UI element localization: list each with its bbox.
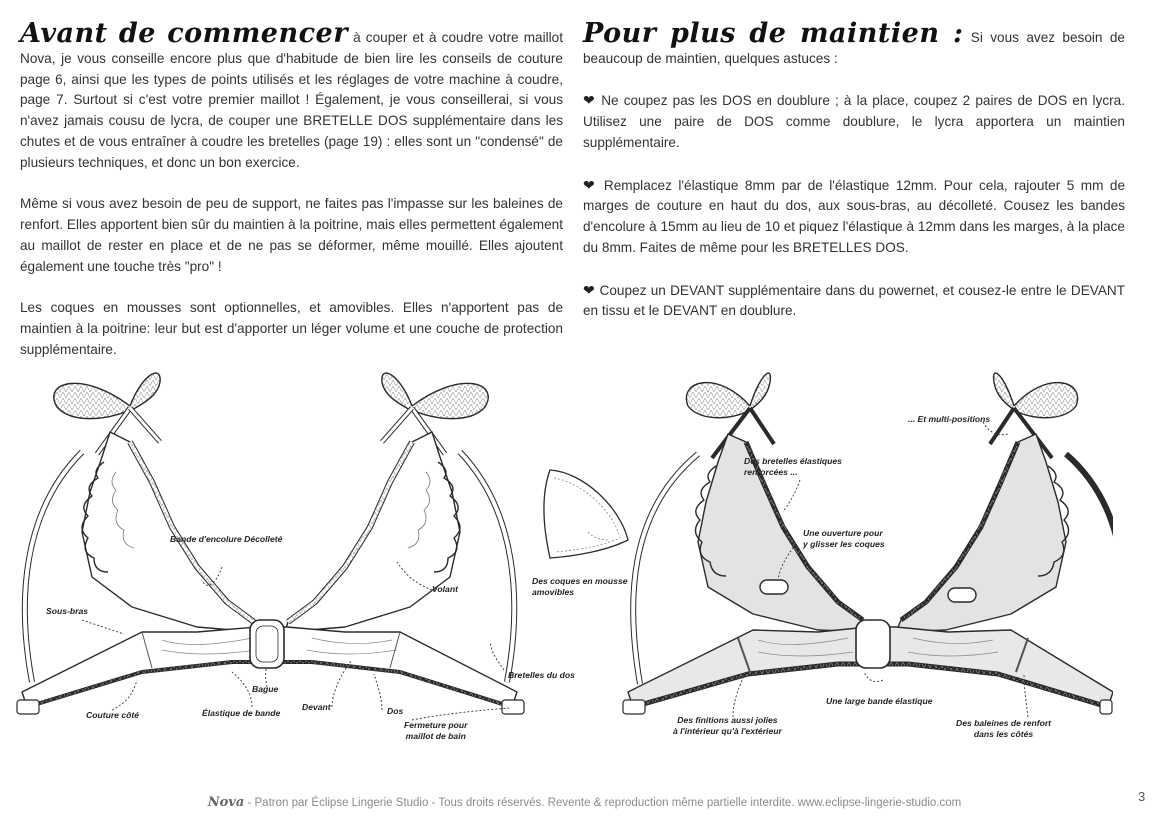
tip-3: [583, 280, 1125, 323]
left-paragraph-2: Même si vous avez besoin de peu de support, ne faites pas l'impasse sur les baleines de renfort. Elles apportent bien sûr du maintien à la poitrine, mais elles permettent également au maillot de rester en place et de ne pas se déformer, même mouillé. Elles ajoutent également une touche très "pro" !: [20, 196, 563, 274]
label-bretelles-renforcees: Des bretelles élastiques renforcées ...: [744, 456, 842, 477]
label-large-bande-elastique: Une large bande élastique: [826, 696, 933, 706]
right-intro-text: Si vous avez besoin de beaucoup de maintien, quelques astuces :: [583, 30, 1125, 66]
label-fermeture: Fermeture pour maillot de bain: [404, 720, 468, 741]
heading-avant-de-commencer: Avant de commencer: [20, 18, 348, 49]
label-devant: Devant: [302, 702, 331, 712]
heart-icon: ❤: [583, 281, 596, 298]
label-bande-encolure: Bande d'encolure Décolleté: [170, 534, 283, 544]
left-paragraph-1: [20, 18, 563, 174]
right-column: [583, 18, 1126, 343]
label-volant: Volant: [432, 584, 458, 594]
label-multi-positions: ... Et multi-positions: [908, 414, 991, 424]
label-baleines-renfort: Des baleines de renfort dans les côtés: [956, 718, 1052, 739]
figure-swimsuit-inside: [528, 362, 1113, 752]
page-number: 3: [1138, 789, 1146, 804]
left-paragraph-3: Les coques en mousses sont optionnelles, et amovibles. Elles n'apportent pas de maintien à la poitrine: leur but est d'apporter un léger volume et une couche de protection supplémentaire.: [20, 300, 563, 357]
label-bretelles-du-dos: Bretelles du dos: [508, 670, 575, 680]
swimsuit-inside-drawing: [528, 362, 1113, 747]
heart-icon: ❤: [583, 92, 597, 109]
footer-brand: Nova: [207, 795, 245, 810]
label-ouverture-coques: Une ouverture pour y glisser les coques: [803, 528, 885, 549]
tip-2: [583, 175, 1125, 259]
tip-1: [583, 90, 1125, 153]
left-column: [20, 18, 563, 382]
tip-1-text: Ne coupez pas les DOS en doublure ; à la place, coupez 2 paires de DOS en lycra. Utilisez une paire de DOS comme doublure, le lycra apportera un maintien supplémentaire.: [583, 93, 1126, 150]
tip-3-text: Coupez un DEVANT supplémentaire dans du powernet, et cousez-le entre le DEVANT en tissu et le DEVANT en doublure.: [583, 282, 1126, 319]
label-bague: Bague: [252, 684, 279, 694]
figure-swimsuit-front: [12, 362, 592, 752]
tip-2-text: Remplacez l'élastique 8mm par de l'élastique 12mm. Pour cela, rajouter 5 mm de marges de couture en haut du dos, aux sous-bras, au décolleté. Cousez les bandes d'encolure à 15mm au lieu de 10 et piquez l'élastique à 12mm dans les marges, à la place du 8mm. Faites de même pour les BRETELLES DOS.: [583, 177, 1126, 255]
footer-text: - Patron par Éclipse Lingerie Studio - Tous droits réservés. Revente & reproduction même partielle interdite. www.eclipse-lingerie-studio.com: [244, 797, 962, 809]
label-dos: Dos: [387, 706, 404, 716]
heart-icon: ❤: [583, 176, 598, 193]
footer: [0, 795, 1169, 810]
heading-pour-plus-de-maintien: Pour plus de maintien :: [583, 18, 964, 49]
label-couture-cote: Couture côté: [86, 710, 139, 720]
label-coques: Des coques en mousse amovibles: [532, 576, 628, 597]
right-intro: [583, 18, 1125, 70]
label-elastique-de-bande: Élastique de bande: [202, 708, 281, 718]
label-finitions: Des finitions aussi jolies à l'intérieur qu'à l'extérieur: [673, 715, 782, 736]
left-p1-text: à couper et à coudre votre maillot Nova, je vous conseille encore plus que d'habitude de bien lire les conseils de couture page 6, ainsi que les types de points utilisés et les réglages de votre machine à coudre, page 7. Surtout si c'est votre premier maillot ! Également, je vous conseillerai, si vous n'avez jamais cousu de lycra, de couper une BRETELLE DOS supplémentaire dans les chutes et de vous entraîner à coudre les bretelles (page 19) : elles sont un "condensé" de plusieurs techniques, et donc un bon exercice.: [20, 30, 563, 170]
label-sous-bras: Sous-bras: [46, 606, 89, 616]
swimsuit-front-drawing: [12, 362, 592, 747]
